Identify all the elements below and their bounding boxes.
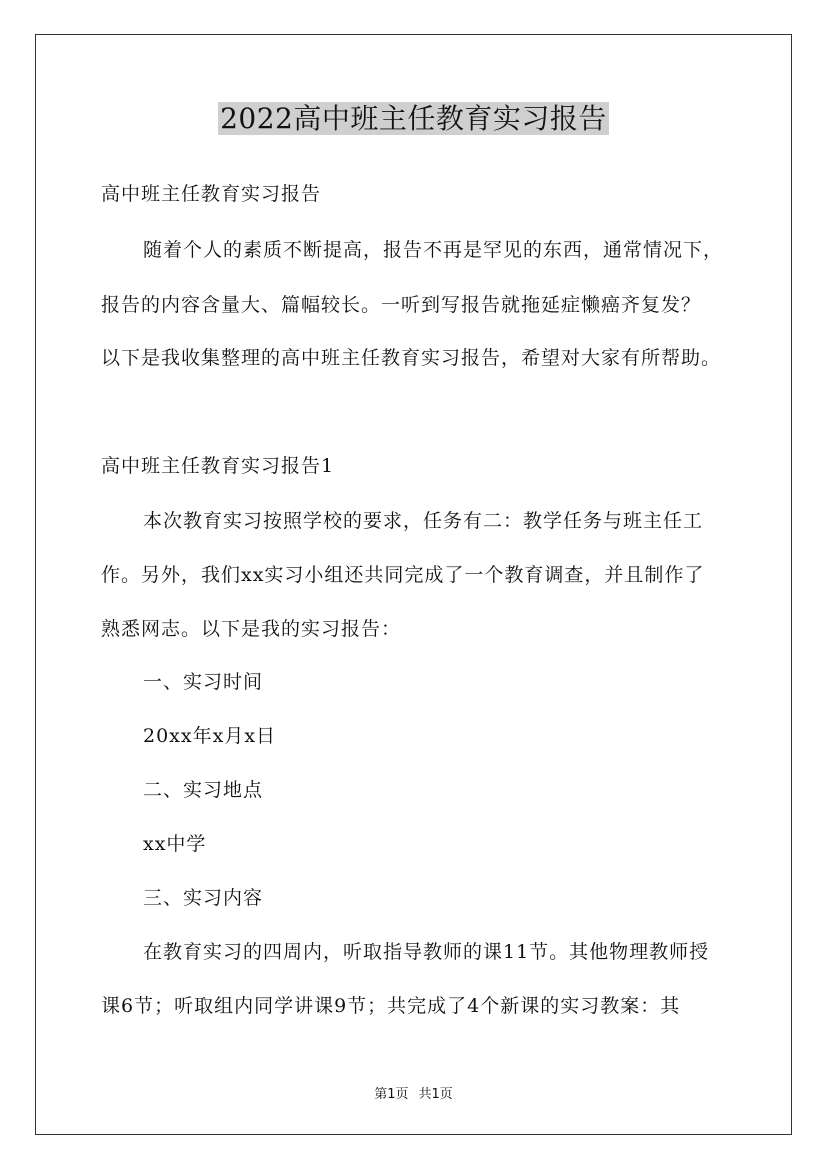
body-line-date: 20xx年x月x日 — [143, 725, 277, 747]
intro-line-2: 报告的内容含量大、篇幅较长。一听到写报告就拖延症懒癌齐复发？ — [101, 294, 702, 316]
document-subtitle: 高中班主任教育实习报告 — [101, 183, 322, 205]
intro-line-3: 以下是我收集整理的高中班主任教育实习报告，希望对大家有所帮助。 — [101, 347, 722, 369]
document-title: 2022高中班主任教育实习报告 — [220, 102, 607, 135]
document-title-block — [0, 100, 827, 138]
body-line-3: 熟悉网志。以下是我的实习报告： — [101, 618, 402, 640]
section-item-content: 三、实习内容 — [143, 887, 264, 909]
body-line-1: 本次教育实习按照学校的要求，任务有二：教学任务与班主任工 — [143, 510, 704, 532]
section-item-location: 二、实习地点 — [143, 779, 264, 801]
intro-line-1: 随着个人的素质不断提高，报告不再是罕见的东西，通常情况下， — [143, 239, 724, 261]
body-line-2: 作。另外，我们xx实习小组还共同完成了一个教育调查，并且制作了 — [101, 564, 705, 586]
page-total: 共1页 — [418, 1087, 453, 1102]
page-number: 第1页 — [374, 1087, 409, 1102]
body-line-school: xx中学 — [143, 833, 207, 855]
section-heading: 高中班主任教育实习报告1 — [101, 455, 335, 477]
body-line-content-2: 课6节；听取组内同学讲课9节；共完成了4个新课的实习教案：其 — [101, 995, 681, 1017]
body-line-content-1: 在教育实习的四周内，听取指导教师的课11节。其他物理教师授 — [143, 941, 710, 963]
section-item-time: 一、实习时间 — [143, 671, 264, 693]
page-footer — [0, 1083, 827, 1102]
